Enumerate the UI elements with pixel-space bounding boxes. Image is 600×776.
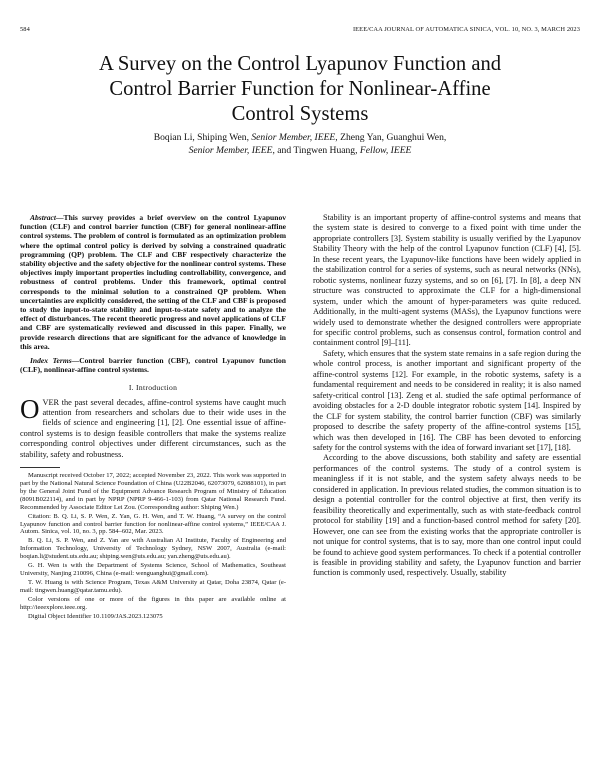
footnote-rule bbox=[20, 467, 60, 468]
title-line: A Survey on the Control Lyapunov Function and bbox=[98, 53, 502, 75]
intro-text: VER the past several decades, affine-control systems have caught much attention from researchers and scholars due to their wide uses in the fields of science and engineering [1], [2]. One essential issue of affine-control systems is to design feasible controllers that make the systems realize corresponding control objectives under different circumstances, such as the stability, safety and robustness. bbox=[20, 397, 286, 459]
title-line: Control Systems bbox=[231, 103, 369, 125]
footnote-manuscript: Manuscript received October 17, 2022; accepted November 23, 2022. This work was supported in part by the National Natural Science Foundation of China (U22B2046, 62073079, 62088101), in part by the General Joint Fund of the Equipment Advance Research Program of Ministry of Education (8091B022114), and in part by NPRP (NPRP 9-466-1-103) from Qatar National Research Fund. Recommended by Associate Editor Lei Zou. (Corresponding author: Shiping Wen.) bbox=[20, 472, 286, 511]
author-line-1: Boqian Li, Shiping Wen, Senior Member, IEEE, Zheng Yan, Guanghui Wen, bbox=[153, 132, 447, 143]
section-heading: I. Introduction bbox=[128, 383, 178, 393]
left-column bbox=[20, 213, 286, 621]
abstract-text: —This survey provides a brief overview on the control Lyapunov function (CLF) and control barrier function (CBF) for general nonlinear-affine control systems. The problem of control is formulated as an optimization problem where the optimal control policy is derived by solving a constrained quadratic programming (QP) problem. The CLF and CBF respectively characterize the stability objective and the safety objective for the nonlinear control systems. These objectives imply important properties including controllability, convergence, and robustness of control problems. Under this framework, optimal control corresponds to the minimal solution to a constrained QP problem. When uncertainties are explicitly considered, the setting of the CLF and CBF is proposed to study the input-to-state stability and input-to-state safety and to analyze the effect of disturbances. The recent theoretic progress and novel applications of CLF and CBF are systematically reviewed and discussed in this paper. Finally, we provide research directions that are significant for the advance of knowledge in this area. bbox=[20, 213, 286, 351]
page-number: 584 bbox=[20, 26, 30, 33]
author-list bbox=[60, 131, 540, 157]
footnote-color-note: Color versions of one or more of the figures in this paper are available online at http://ieeexplore.ieee.org. bbox=[20, 595, 286, 611]
footnote-affiliation: T. W. Huang is with Science Program, Texas A&M University at Qatar, Doha 23874, Qatar (e-mail: tingwen.huang@qatar.tamu.edu). bbox=[20, 578, 286, 594]
title-line: Control Barrier Function for Nonlinear-Affine bbox=[109, 78, 491, 100]
journal-name: IEEE/CAA JOURNAL OF AUTOMATICA SINICA, VOL. 10, NO. 3, MARCH 2023 bbox=[352, 26, 580, 33]
paragraph-safety: Safety, which ensures that the system state remains in a safe region during the whole control process, is another important and significant property of the affine-control systems [12]. For example, in the robotic systems, safety is a fundamental requirement and needs to be considered in reality; it is also named safety-critical control [13]. Zeng et al. studied the safe optimal performance of avoiding obstacles for a 2-D double integrator robotic system [14]. Inspired by the CLF for system stability, the control barrier function (CBF) was similarly proposed to describe the safety property of the affine-control systems [15], which was then developed in [16]. The CBF has been devoted to enforcing safety for the control systems with the idea of forward invariant set [17], [18]. bbox=[313, 348, 581, 452]
footnote-affiliation: B. Q. Li, S. P. Wen, and Z. Yan are with Australian AI Institute, Faculty of Engineering and Information Technology, University of Technology Sydney, NSW 2007, Australia (e-mail: boqian.li@student.uts.edu.au; shiping.wen@uts.edu.au; yan.zheng@uts.edu.au). bbox=[20, 537, 286, 561]
index-terms-text: —Control barrier function (CBF), control Lyapunov function (CLF), nonlinear-affine control systems. bbox=[20, 356, 286, 375]
index-terms bbox=[20, 356, 286, 374]
running-header bbox=[20, 26, 580, 38]
drop-cap: O bbox=[20, 393, 40, 424]
footnote-doi: Digital Object Identifier 10.1109/JAS.2023.123075 bbox=[28, 612, 163, 620]
intro-paragraph bbox=[20, 393, 286, 460]
paragraph-discussion: According to the above discussions, both stability and safety are essential performances of the control systems. The study of a control system is meaningless if it is not stable, and the system safety always needs to be considered in application. In previous related studies, the common situation is to design a potential controller for the control objective at first, then verify its feasibility theoretically and experimentally, such as with state-feedback control protocol for stability [19] and a function-based control method for safety [20]. However, one can see from the existing works that the appropriate controller is not unique for control systems, that is to say, more than one control input could be found to achieve good system performances. To check if a potential controller is feasible in providing stability and safety, the Lyapunov function and barrier function is commonly used, respectively. Usually, stability bbox=[313, 453, 581, 578]
paragraph-stability: Stability is an important property of affine-control systems and means that the system state is desired to converge to a fixed point with time under the appropriate controllers [3]. System stability is usually verified by the Lyapunov Stability Theory with the help of the control Lyapunov function (CLF) [4], [5]. In these recent years, the Lyapunov-like functions have been widely applied in the stabilization control for a series of systems, such as neural networks (NNs), robotic systems, nonlinear fuzzy systems, and so on [6], [7]. In [8], a deep NN structure was constructed to approximate the CLF for a high-dimensional system, under which the amount of hyper-parameters was quite reduced. Additionally, in the multi-agent systems (MASs), the Lyapunov functions were widely used to demonstrate whether the designed controllers were appropriate for specific control problems, such as consensus control, formation control and containment control [9]–[11]. bbox=[313, 213, 581, 348]
index-terms-label: Index Terms bbox=[30, 356, 72, 366]
right-column bbox=[313, 213, 581, 579]
abstract-label: Abstract bbox=[30, 213, 56, 222]
abstract bbox=[20, 213, 286, 351]
author-line-2: Senior Member, IEEE, and Tingwen Huang, Fellow, IEEE bbox=[188, 145, 412, 156]
footnote-citation: Citation: B. Q. Li, S. P. Wen, Z. Yan, G. H. Wen, and T. W. Huang, “A survey on the control Lyapunov function and control barrier function for nonlinear-affine control systems,” IEEE/CAA J. Autom. Sinica, vol. 10, no. 3, pp. 584–602, Mar. 2023. bbox=[20, 512, 286, 536]
paper-title bbox=[40, 52, 560, 127]
footnote-affiliation: G. H. Wen is with the Department of Systems Science, School of Mathematics, Southeast University, Nanjing 210096, China (e-mail: wenguanghui@gmail.com). bbox=[20, 562, 286, 577]
